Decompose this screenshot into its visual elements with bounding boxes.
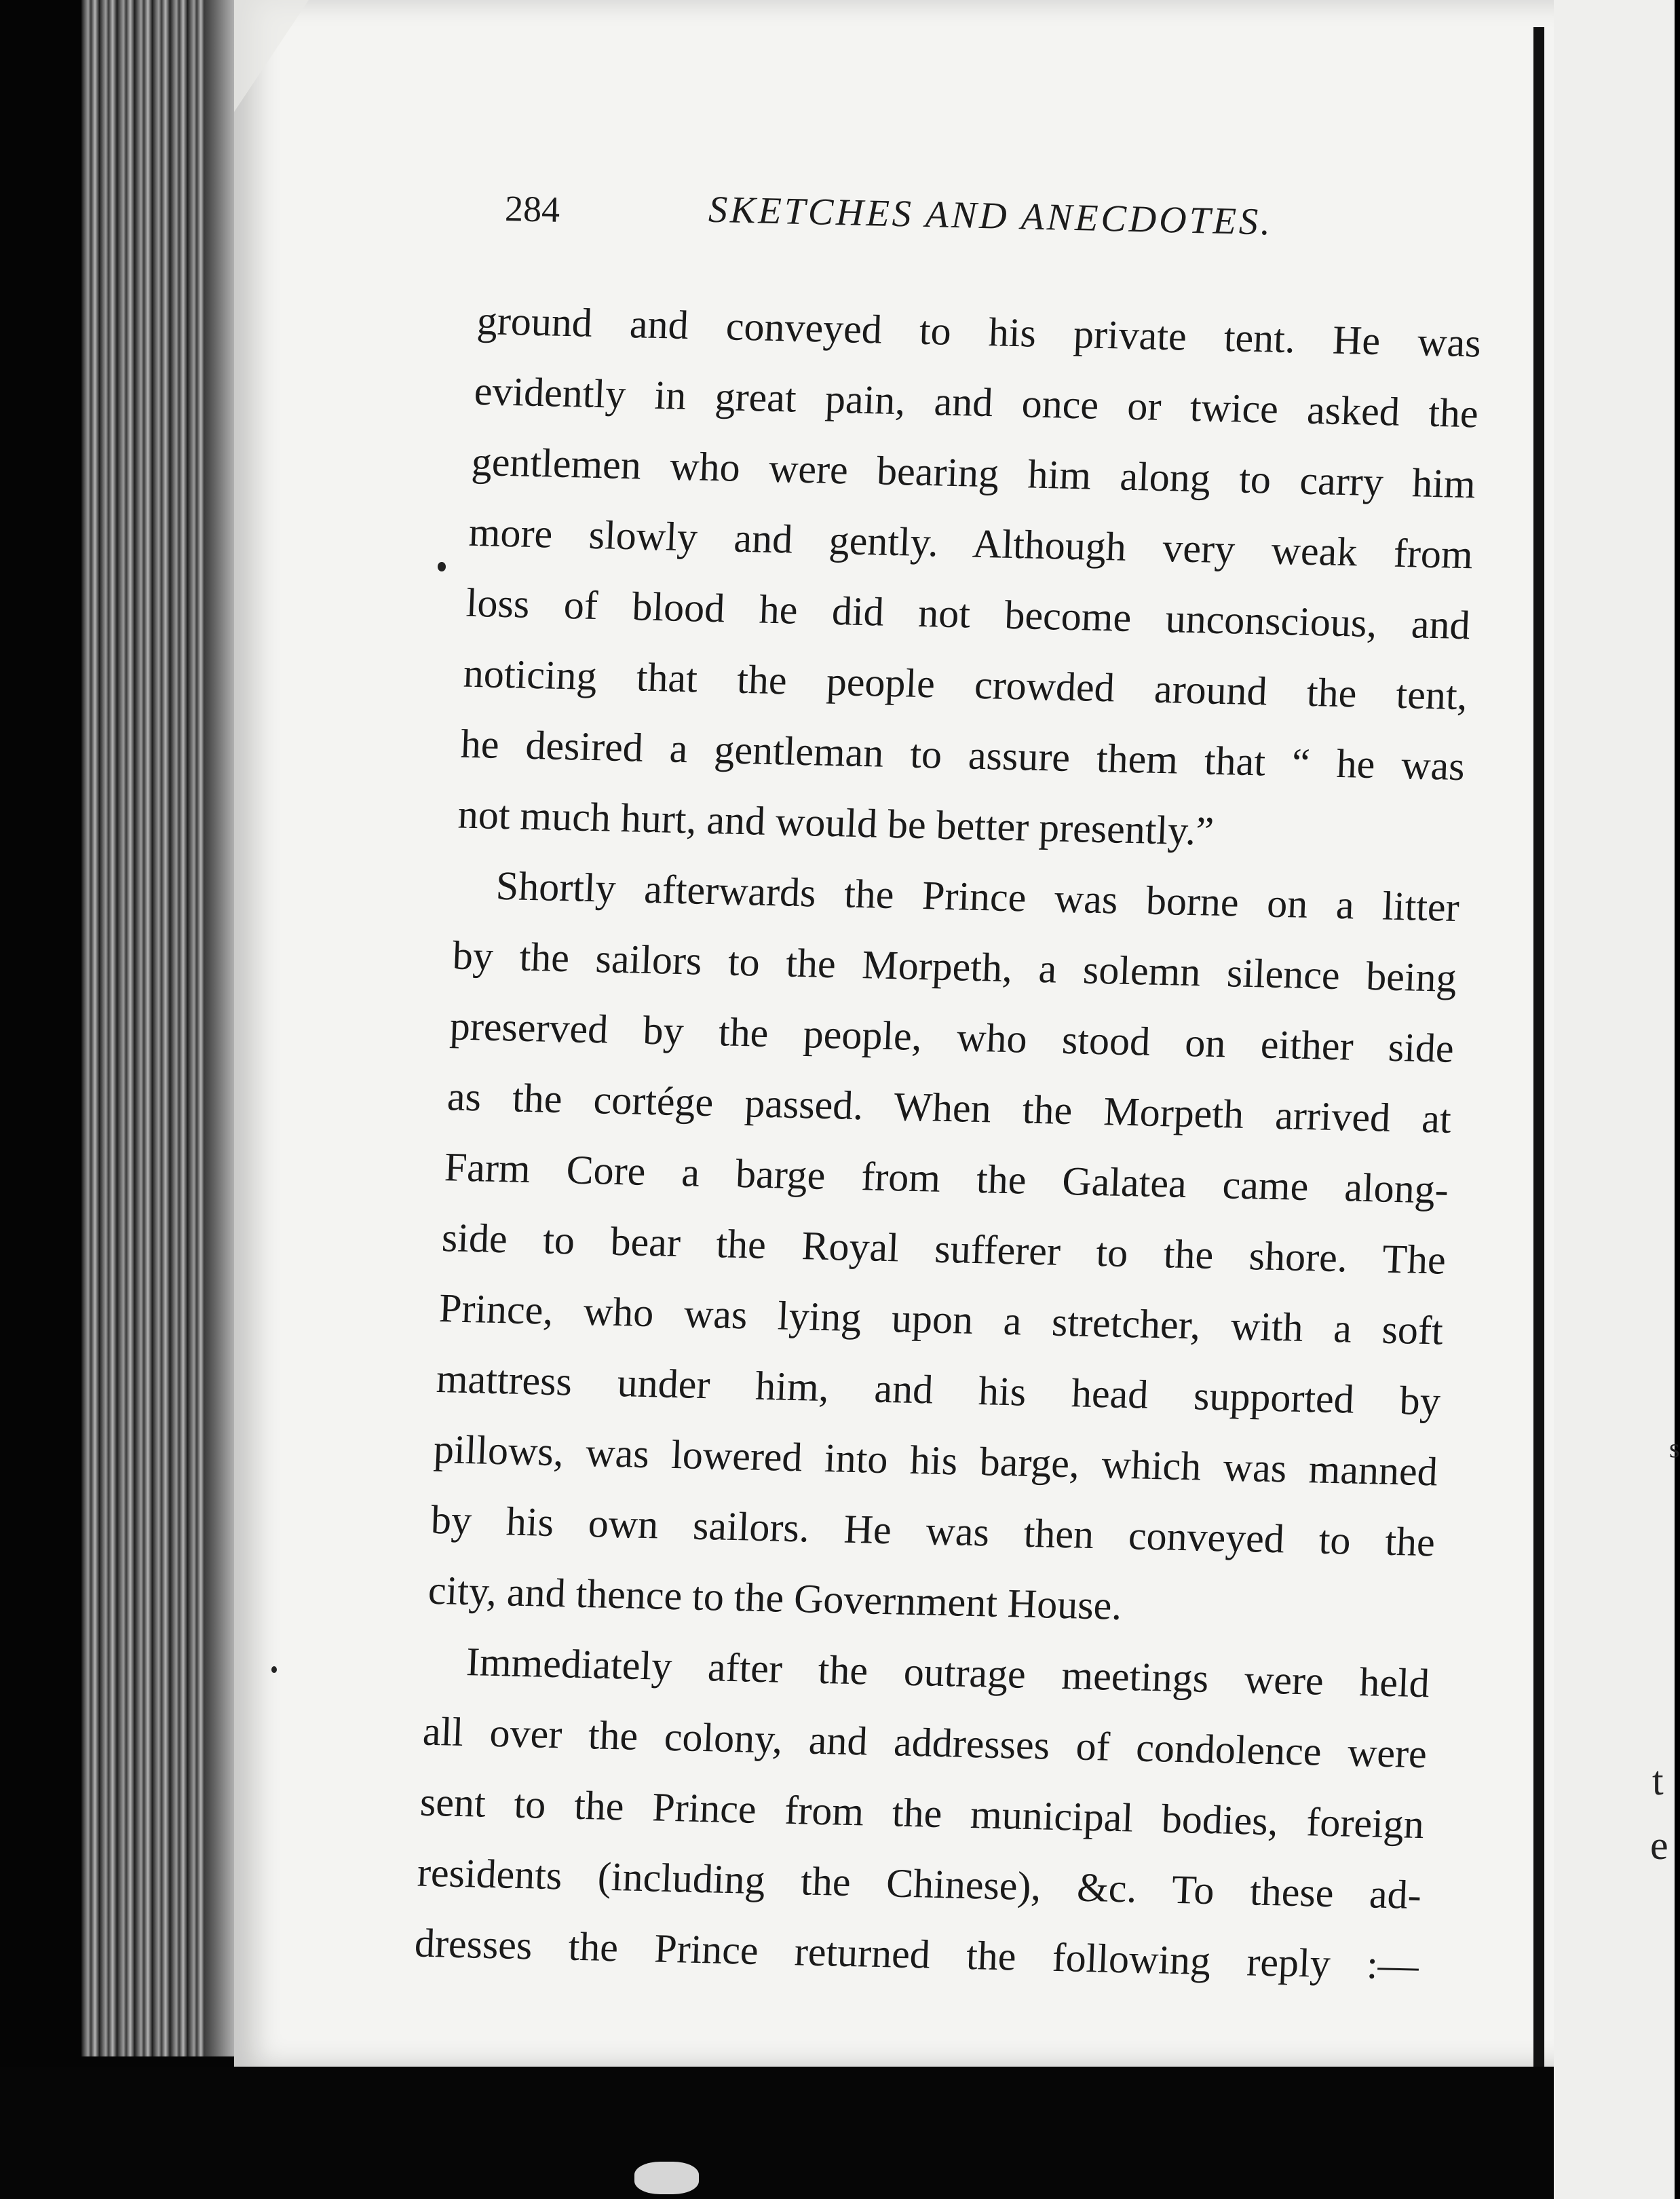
facing-fragment: e [1650,1823,1668,1868]
facing-page-sliver [1554,0,1680,2199]
text-line: evidently in great pain, and once or twice asked the [473,368,1479,436]
text-line: by his own sailors. He was then conveyed to the [429,1497,1436,1565]
page-number: 284 [504,187,560,230]
text-line: Prince, who was lying upon a stretcher, with a soft [438,1285,1444,1353]
text-line: residents (including the Chinese), &c. To these ad- [416,1849,1423,1918]
text-line: gentlemen who were bearing him along to carry him [470,438,1476,507]
text-line: preserved by the people, who stood on either side [448,1003,1455,1071]
text-line: Immediately after the outrage meetings were held [465,1639,1431,1706]
scan-artifact [634,2162,699,2194]
text-line: mattress under him, and his head supported by [435,1356,1441,1424]
text-line: noticing that the people crowded around the tent, [462,650,1468,719]
text-line: more slowly and gently. Although very weak from [467,509,1474,578]
stray-ink-mark [271,1666,277,1673]
text-line: all over the colony, and addresses of condolence were [421,1708,1428,1777]
text-line: side to bear the Royal sufferer to the shore. The [440,1215,1447,1283]
text-line: ground and conveyed to his private tent. He was [476,297,1482,366]
stray-ink-mark [438,562,446,571]
text-line: sent to the Prince from the municipal bodies, foreign [419,1779,1426,1847]
running-title: SKETCHES AND ANECDOTES. [708,188,1274,244]
text-line: he desired a gentleman to assure them that “ he was [459,721,1466,789]
text-line: not much hurt, and would be better presently.” [457,791,1215,854]
text-line: as the cortége passed. When the Morpeth arrived at [446,1074,1452,1142]
body-text [413,285,1495,2001]
text-line: Farm Core a barge from the Galatea came along- [443,1144,1449,1212]
facing-fragment: t [1652,1759,1664,1803]
facing-fragment: s [1669,1433,1680,1463]
page-corner-fold [234,0,309,112]
page-edge-rule [1533,27,1544,2070]
text-line: loss of blood he did not become unconscious, and [465,580,1471,648]
text-line: pillows, was lowered into his barge, which was manned [432,1426,1439,1495]
text-line: Shortly afterwards the Prince was borne on a litter [495,863,1460,931]
text-line: city, and thence to the Government House. [427,1567,1123,1628]
text-line: dresses the Prince returned the following reply :— [413,1920,1420,1989]
scan-bottom-border [0,2067,1554,2199]
text-line: by the sailors to the Morpeth, a solemn silence being [451,933,1457,1000]
